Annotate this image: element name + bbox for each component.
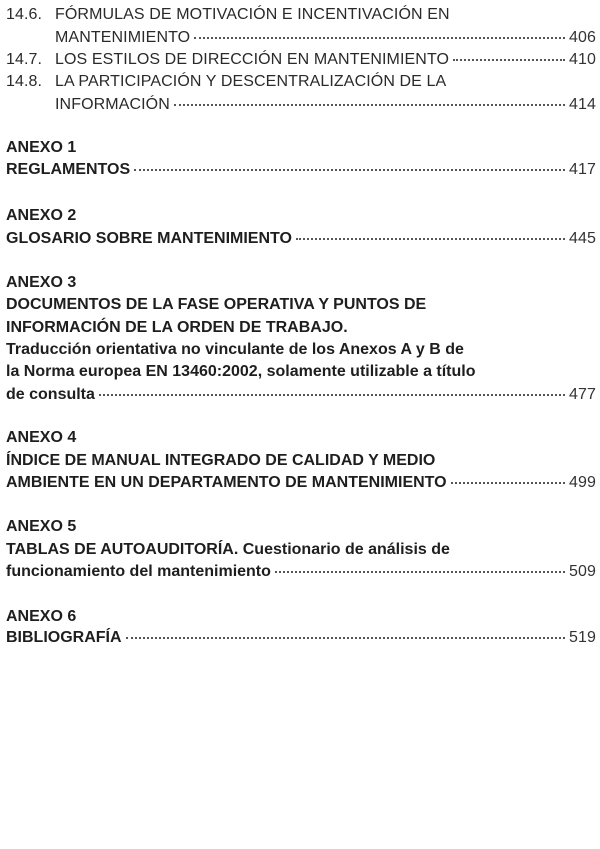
anexo-1-title: REGLAMENTOS xyxy=(6,161,131,178)
page-number: 519 xyxy=(569,629,596,646)
section-14-7-title: LOS ESTILOS DE DIRECCIÓN EN MANTENIMIENTO xyxy=(55,51,450,68)
toc-entry-14-6 xyxy=(55,28,596,48)
page-number: 445 xyxy=(569,230,596,247)
toc-entry-anexo-5 xyxy=(6,562,596,582)
anexo-4-heading: ANEXO 4 xyxy=(6,429,77,446)
dot-leader xyxy=(134,169,565,171)
anexo-3-title-line2: INFORMACIÓN DE LA ORDEN DE TRABAJO. xyxy=(6,319,348,336)
anexo-5-heading: ANEXO 5 xyxy=(6,518,77,535)
anexo-2-heading: ANEXO 2 xyxy=(6,207,77,224)
anexo-5-title-line2: funcionamiento del mantenimiento xyxy=(6,563,271,580)
anexo-3-title-line1: DOCUMENTOS DE LA FASE OPERATIVA Y PUNTOS DE xyxy=(6,296,427,313)
toc-entry-anexo-2 xyxy=(6,229,596,249)
section-14-6-title-line2: MANTENIMIENTO xyxy=(55,29,191,46)
dot-leader xyxy=(453,59,565,61)
section-number-14-6: 14.6. xyxy=(6,6,43,23)
section-number-14-8: 14.8. xyxy=(6,73,43,90)
dot-leader xyxy=(296,238,565,240)
dot-leader xyxy=(275,571,565,573)
anexo-3-subtitle-line1: Traducción orientativa no vinculante de los Anexos A y B de xyxy=(6,341,464,358)
page-number: 417 xyxy=(569,161,596,178)
section-14-8-title-line2: INFORMACIÓN xyxy=(55,96,170,113)
page-number: 410 xyxy=(569,51,596,68)
dot-leader xyxy=(451,482,565,484)
page-number: 509 xyxy=(569,563,596,580)
toc-entry-anexo-1 xyxy=(6,160,596,180)
anexo-6-heading: ANEXO 6 xyxy=(6,608,77,625)
section-14-6-title-line1: FÓRMULAS DE MOTIVACIÓN E INCENTIVACIÓN EN xyxy=(55,6,450,23)
section-14-8-title-line1: LA PARTICIPACIÓN Y DESCENTRALIZACIÓN DE LA xyxy=(55,73,447,90)
page-number: 414 xyxy=(569,96,596,113)
toc-entry-anexo-6 xyxy=(6,628,596,648)
page-number: 477 xyxy=(569,386,596,403)
anexo-5-title-line1: TABLAS DE AUTOAUDITORÍA. Cuestionario de análisis de xyxy=(6,541,450,558)
anexo-6-title: BIBLIOGRAFÍA xyxy=(6,629,122,646)
anexo-3-subtitle-line3: de consulta xyxy=(6,386,95,403)
page-number: 406 xyxy=(569,29,596,46)
dot-leader xyxy=(174,104,565,106)
toc-entry-14-8 xyxy=(55,95,596,115)
anexo-1-heading: ANEXO 1 xyxy=(6,139,77,156)
anexo-2-title: GLOSARIO SOBRE MANTENIMIENTO xyxy=(6,230,292,247)
anexo-4-title-line1: ÍNDICE DE MANUAL INTEGRADO DE CALIDAD Y MEDIO xyxy=(6,452,436,469)
toc-entry-14-7 xyxy=(55,50,596,70)
section-number-14-7: 14.7. xyxy=(6,51,43,68)
toc-entry-anexo-3 xyxy=(6,385,596,405)
dot-leader xyxy=(99,394,565,396)
dot-leader xyxy=(194,37,565,39)
anexo-3-heading: ANEXO 3 xyxy=(6,274,77,291)
anexo-4-title-line2: AMBIENTE EN UN DEPARTAMENTO DE MANTENIMIENTO xyxy=(6,474,447,491)
toc-entry-anexo-4 xyxy=(6,473,596,493)
anexo-3-subtitle-line2: la Norma europea EN 13460:2002, solamente utilizable a título xyxy=(6,363,476,380)
dot-leader xyxy=(126,637,565,639)
page-number: 499 xyxy=(569,474,596,491)
